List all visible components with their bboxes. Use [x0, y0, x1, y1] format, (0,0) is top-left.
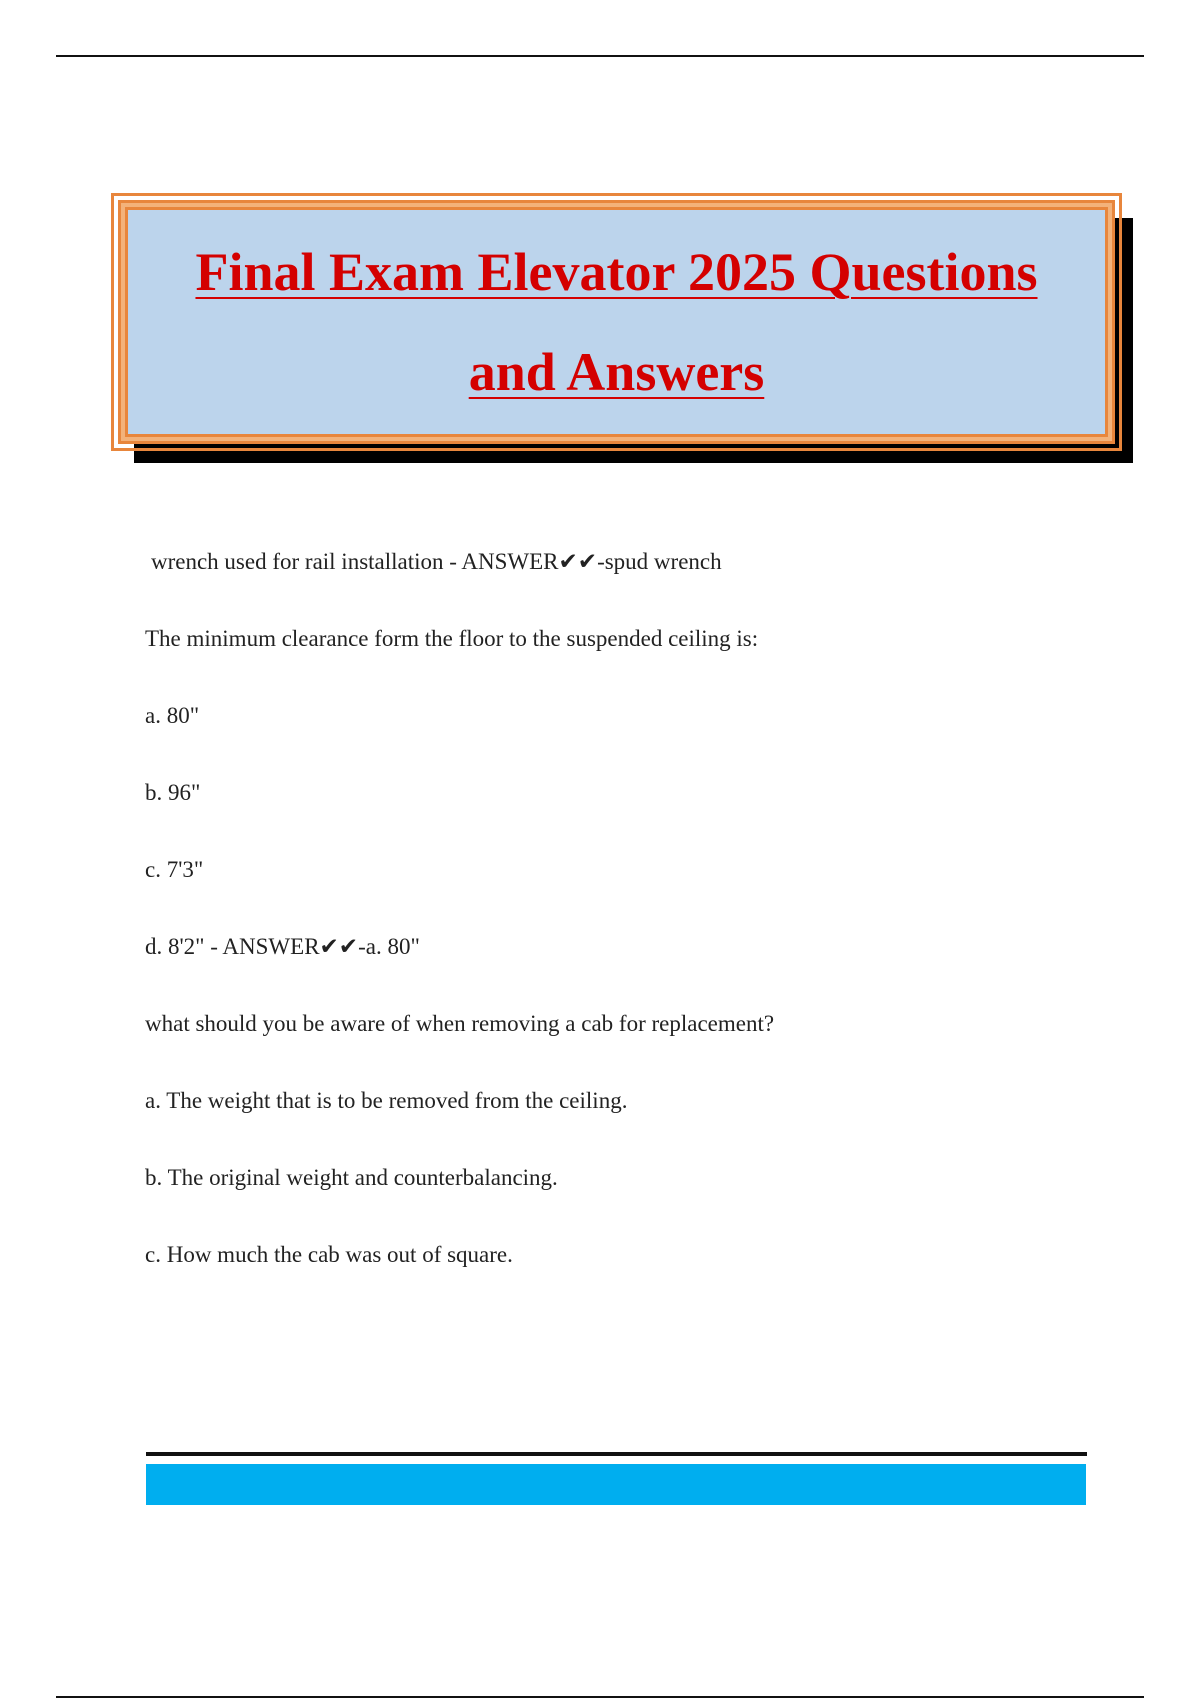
- bottom-rule: [56, 1696, 1144, 1698]
- question-3-option-b: b. The original weight and counterbalancing.: [145, 1165, 558, 1190]
- question-3-option-c: c. How much the cab was out of square.: [145, 1242, 513, 1267]
- question-3: what should you be aware of when removing a cab for replacement?: [145, 1011, 775, 1036]
- top-rule: [56, 55, 1144, 57]
- question-2-option-c: c. 7'3": [145, 857, 204, 882]
- title-box: [118, 200, 1115, 444]
- footer-band: [146, 1464, 1086, 1505]
- question-3-option-a: a. The weight that is to be removed from the ceiling.: [145, 1088, 628, 1113]
- question-2: The minimum clearance form the floor to the suspended ceiling is:: [145, 626, 759, 651]
- title-line-1: Final Exam Elevator 2025 Questions: [195, 242, 1038, 302]
- question-2-option-a: a. 80": [145, 703, 200, 728]
- question-1-answer: wrench used for rail installation - ANSWER✔✔-spud wrench: [151, 549, 722, 574]
- question-2-option-d-answer: d. 8'2" - ANSWER✔✔-a. 80": [145, 934, 420, 959]
- title-line-2: and Answers: [468, 342, 765, 402]
- footer-rule: [146, 1452, 1087, 1456]
- document-body: [145, 548, 1105, 1318]
- question-2-option-b: b. 96": [145, 780, 201, 805]
